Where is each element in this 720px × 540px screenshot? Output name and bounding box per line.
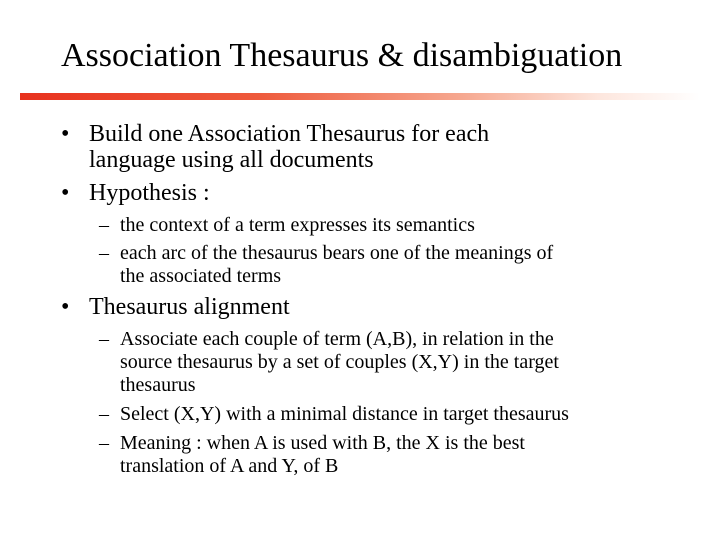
slide-title: Association Thesaurus & disambiguation: [61, 37, 623, 74]
bullet-text: language using all documents: [89, 147, 374, 173]
bullet-text: Thesaurus alignment: [89, 294, 290, 320]
bullet-icon: •: [61, 180, 70, 206]
sub-item-text: Select (X,Y) with a minimal distance in target thesaurus: [120, 403, 569, 425]
sub-item-text: Associate each couple of term (A,B), in relation in the: [120, 328, 554, 350]
sub-item-text: thesaurus: [120, 374, 196, 396]
dash-icon: –: [99, 328, 109, 350]
bullet-icon: •: [61, 121, 70, 147]
sub-item-text: Meaning : when A is used with B, the X is the best: [120, 432, 525, 454]
bullet-icon: •: [61, 294, 70, 320]
sub-item-text: each arc of the thesaurus bears one of the meanings of: [120, 242, 554, 264]
bullet-text: Build one Association Thesaurus for each: [89, 121, 490, 147]
dash-icon: –: [99, 403, 109, 425]
bullet-text: Hypothesis :: [89, 180, 210, 206]
dash-icon: –: [99, 432, 109, 454]
sub-item-text: translation of A and Y, of B: [120, 455, 339, 477]
dash-icon: –: [99, 242, 109, 264]
dash-icon: –: [99, 214, 109, 236]
sub-item-text: the associated terms: [120, 265, 282, 287]
sub-item-text: the context of a term expresses its semantics: [120, 214, 475, 236]
sub-item-text: source thesaurus by a set of couples (X,Y) in the target: [120, 351, 559, 373]
